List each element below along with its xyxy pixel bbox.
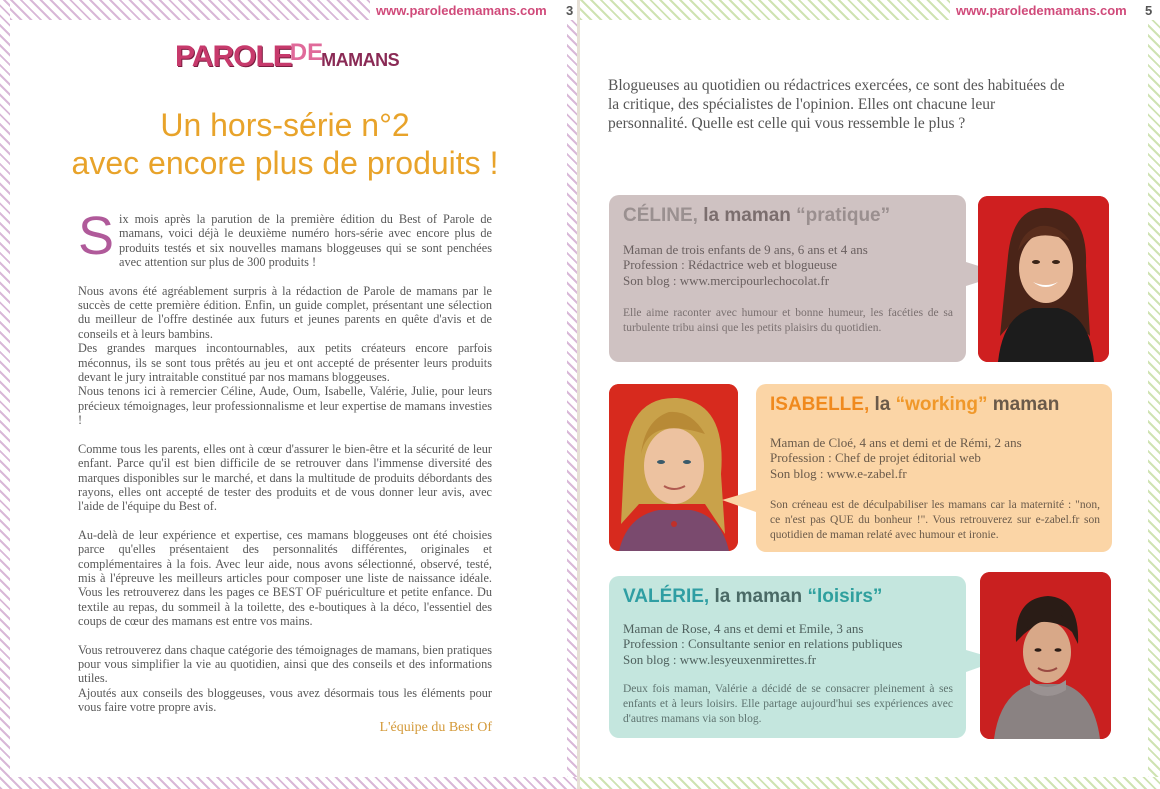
profile-info bbox=[623, 242, 868, 288]
article-paragraph: Comme tous les parents, elles ont à cœur d'assurer le bien-être et la sécurité de leur enfant. Parce qu'il est bien difficile de se retrouver dans l'immense diversité des marques disponibles sur le marché, et dans la multitude de produits débordants des rayons, elles ont accepté de tester des produits et de vous donner leur avis, avec l'aide de l'équipe du Best of. bbox=[78, 441, 492, 514]
drop-cap: S bbox=[78, 206, 115, 266]
article-paragraph: Au-delà de leur expérience et expertise, ces mamans bloggeuses ont été choisies parce qu'elles présentaient des personnalités différentes, originales et complémentaires à la fois. Avec leur aide, nous avons sélectionné, observé, testé, mis à l'épreuve les meilleurs articles pour composer une liste de naissance idéale. Vous les retrouverez dans les pages ce BEST OF puériculture et petite enfance. Du textile au repas, du sommeil à la toilette, des e-boutiques à la déco, l'essentiel des coups de cœur des mamans est entre vos mains. bbox=[78, 527, 492, 629]
profile-info-line: Son blog : www.e-zabel.fr bbox=[770, 465, 907, 481]
profile-info-line: Maman de Cloé, 4 ans et demi et de Rémi, 2 ans bbox=[770, 435, 1022, 450]
profile-photo-celine bbox=[978, 196, 1109, 362]
profile-photo-isabelle bbox=[609, 384, 738, 551]
headline-line-1: Un hors-série n°2 bbox=[160, 107, 410, 143]
profile-description: Elle aime raconter avec humour et bonne humeur, les facéties de sa turbulente tribu ainsi que les petits plaisirs du quotidien. bbox=[623, 307, 953, 334]
decorative-stripe bbox=[1148, 20, 1160, 789]
article-paragraph: ix mois après la parution de la première édition du Best of Parole de mamans, voici déjà le deuxième numéro hors-série avec encore plus de produits testés et six nouvelles mamans bloggeuses qui se sont penchées avec attention sur plus de 300 produits ! bbox=[119, 212, 492, 270]
magazine-logo: PAROLEDEMAMANS bbox=[175, 39, 400, 73]
profile-description: Son créneau est de déculpabiliser les mamans car la maternité : "non, ce n'est pas QUE du bonheur !". Vous retrouverez sur e-zabel.fr son quotidien de maman relaté avec humour et ironie. bbox=[770, 499, 1100, 541]
page-number: 3 bbox=[566, 3, 574, 18]
article-paragraph: Des grandes marques incontournables, aux petits créateurs encore parfois méconnus, ils se sont tous prêtés au jeu et ont accepté de présenter leurs produits devant le jury intraitable constitué par nos mamans bloggeuses. bbox=[78, 341, 492, 385]
profile-info-line: Profession : Chef de projet éditorial web bbox=[770, 450, 981, 466]
portrait-image bbox=[609, 384, 738, 551]
article-paragraph: Ajoutés aux conseils des bloggeuses, vous avez désormais tous les éléments pour vous faire votre propre avis. bbox=[78, 685, 492, 715]
profile-info bbox=[623, 621, 902, 667]
decorative-stripe bbox=[0, 777, 577, 789]
decorative-stripe bbox=[580, 0, 950, 20]
profile-card-valerie bbox=[609, 576, 966, 738]
site-url: www.paroledemamans.com bbox=[956, 3, 1127, 18]
profile-info-line: Profession : Consultante senior en relations publiques bbox=[623, 636, 903, 652]
profile-la: la maman bbox=[714, 586, 803, 607]
profile-info-line: Son blog : www.mercipourlechocolat.fr bbox=[623, 272, 830, 288]
profile-title bbox=[623, 205, 890, 227]
profile-name: ISABELLE, bbox=[770, 394, 870, 415]
portrait-image bbox=[978, 196, 1109, 362]
article-paragraph: Nous tenons ici à remercier Céline, Aude, Oum, Isabelle, Valérie, Julie, pour leurs précieux témoignages, leur professionnalisme et leur expertise de mamans investies ! bbox=[78, 384, 492, 428]
profile-keyword: “loisirs” bbox=[807, 586, 883, 607]
article-paragraph: Nous avons été agréablement surpris à la rédaction de Parole de mamans par le succès de cette première édition. Enfin, un guide complet, présentant une sélection du meilleur de l'offre destinée aux futurs et jeunes parents en quête d'avis et de conseils et à leurs bambins. bbox=[78, 283, 492, 341]
speech-bubble-tail bbox=[722, 490, 756, 512]
article-body bbox=[78, 206, 492, 715]
profile-name: CÉLINE, bbox=[623, 205, 698, 226]
profile-description: Deux fois maman, Valérie a décidé de se consacrer pleinement à ses enfants et à leurs loisirs. Elle partage aujourd'hui ses expériences avec d'autres mamans via son blog. bbox=[623, 683, 953, 725]
profile-info-line: Son blog : www.lesyeuxenmirettes.fr bbox=[623, 651, 817, 667]
decorative-stripe bbox=[567, 20, 577, 789]
profile-la: la bbox=[874, 394, 891, 415]
profile-info-line: Maman de Rose, 4 ans et demi et Emile, 3 ans bbox=[623, 621, 864, 636]
decorative-stripe bbox=[0, 0, 370, 20]
decorative-stripe bbox=[580, 777, 1160, 789]
headline-line-2: avec encore plus de produits ! bbox=[71, 145, 499, 181]
profile-la: la maman bbox=[703, 205, 791, 226]
profile-info bbox=[770, 435, 1022, 481]
profile-info-line: Profession : Rédactrice web et blogueuse bbox=[623, 257, 838, 273]
profile-info-line: Maman de trois enfants de 9 ans, 6 ans et 4 ans bbox=[623, 242, 868, 257]
profile-suffix: maman bbox=[992, 394, 1060, 415]
page-number: 5 bbox=[1145, 3, 1153, 18]
profile-title bbox=[623, 586, 882, 608]
profile-name: VALÉRIE, bbox=[623, 586, 710, 607]
intro-text: Blogueuses au quotidien ou rédactrices exercées, ce sont des habituées de la critique, des spécialistes de l'opinion. Elles ont chacune leur personnalité. Quelle est celle qui vous ressemble le plus ? bbox=[608, 77, 1065, 132]
portrait-image bbox=[980, 572, 1111, 739]
profile-keyword: “working” bbox=[895, 394, 988, 415]
site-url: www.paroledemamans.com bbox=[376, 3, 547, 18]
profile-photo-valerie bbox=[980, 572, 1111, 739]
profile-keyword: “pratique” bbox=[796, 205, 891, 226]
profile-card-celine bbox=[609, 195, 966, 362]
article-paragraph: Vous retrouverez dans chaque catégorie des témoignages de mamans, bien pratiques pour vous simplifier la vie au quotidien, ainsi que des conseils et des informations utiles. bbox=[78, 642, 492, 686]
decorative-stripe bbox=[0, 0, 10, 789]
signature: L'équipe du Best Of bbox=[379, 720, 492, 735]
profile-card-isabelle bbox=[756, 384, 1112, 552]
profile-title bbox=[770, 394, 1059, 416]
